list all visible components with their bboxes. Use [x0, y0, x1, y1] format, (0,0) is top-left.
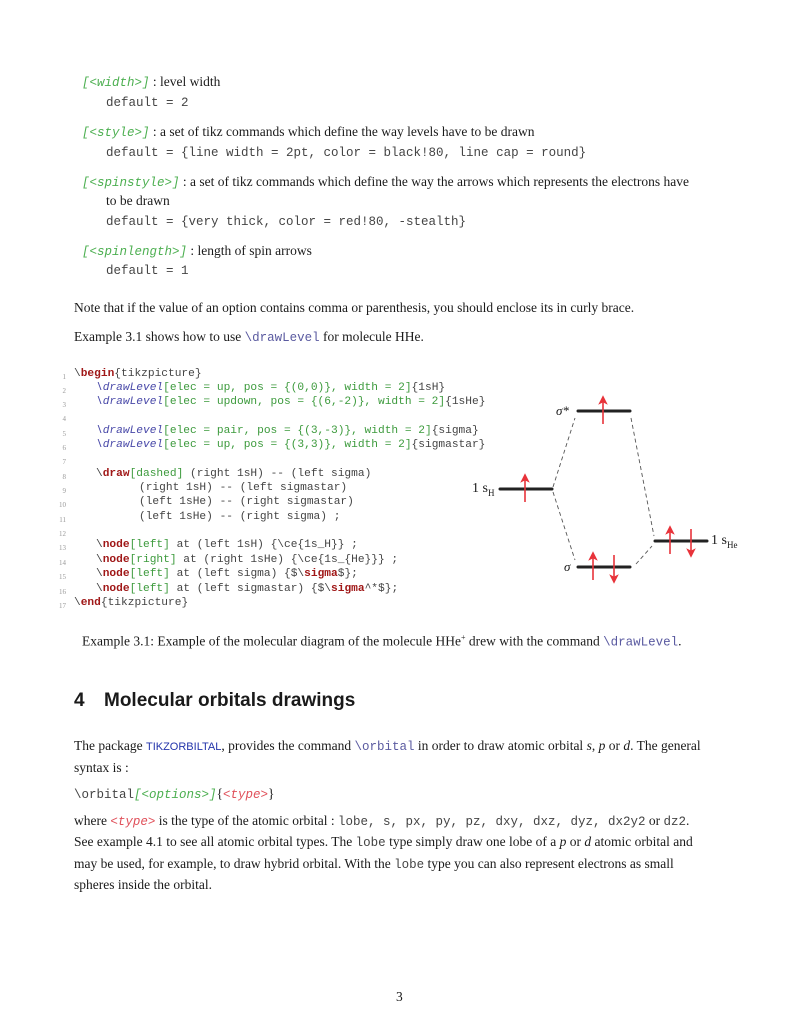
code-line: \end{tikzpicture} — [74, 597, 189, 609]
line-number: 13 — [59, 544, 66, 552]
paragraph-line: The package TIKZORBILTAL, provides the command \orbital in order to draw atomic orbital s, p or d. The general — [74, 738, 701, 754]
option-name: [<spinstyle>] — [82, 176, 180, 190]
section-number: 4 — [74, 690, 85, 711]
section-title: Molecular orbitals drawings — [104, 690, 356, 711]
code-line: \draw[dashed] (right 1sH) -- (left sigma) — [96, 468, 372, 480]
connector-1sH-sigmastar — [553, 418, 575, 487]
page-number: 3 — [396, 989, 403, 1004]
line-number: 16 — [59, 588, 66, 596]
code-line: \node[left] at (left 1sH) {\ce{1s_H}} ; — [96, 539, 358, 551]
option-desc-cont: to be drawn — [106, 193, 170, 208]
line-number: 10 — [59, 501, 66, 509]
line-number: 12 — [59, 530, 66, 538]
code-line: \drawLevel[elec = up, pos = {(0,0)}, width = 2]{1sH} — [96, 382, 446, 394]
paragraph-line: where <type> is the type of the atomic orbital : lobe, s, px, py, pz, dxy, dxz, dyz, dx2y2 or dz2. — [74, 813, 690, 829]
inline-command: \drawLevel — [244, 331, 320, 345]
line-number: 17 — [59, 602, 66, 610]
option-name: [<width>] — [82, 76, 150, 90]
paragraph-line: spheres inside the orbital. — [74, 877, 212, 892]
connector-1sHe-sigmastar — [631, 418, 654, 536]
note-paragraph: Note that if the value of an option contains comma or parenthesis, you should enclose its in curly brace. — [74, 300, 635, 315]
section-heading — [74, 690, 355, 712]
code-line: \node[left] at (left sigmastar) {$\sigma^*$}; — [96, 583, 399, 595]
label-1s-H: 1 $s_H$ — [472, 481, 495, 498]
option-desc: : length of spin arrows — [190, 243, 312, 258]
line-number: 15 — [59, 573, 66, 581]
option-desc: : level width — [152, 74, 221, 89]
line-number: 4 — [62, 415, 66, 423]
text: Example 3.1 shows how to use — [74, 329, 245, 344]
option-desc: : a set of tikz commands which define the way levels have to be drawn — [152, 124, 535, 139]
option-default: default = 1 — [106, 264, 189, 278]
line-number: 1 — [62, 373, 66, 381]
option-default: default = 2 — [106, 96, 189, 110]
paragraph-line: syntax is : — [74, 760, 129, 775]
code-line: \node[left] at (left sigma) {$\sigma$}; — [96, 568, 358, 580]
text: for molecule HHe. — [319, 329, 424, 344]
line-number: 2 — [62, 387, 66, 395]
code-line: (right 1sH) -- (left sigmastar) — [139, 482, 348, 494]
paragraph-line: may be used, for example, to draw hybrid orbital. With the lobe type you can also represent electrons as small — [74, 856, 674, 872]
code-line: (left 1sHe) -- (right sigma) ; — [139, 511, 341, 523]
syntax-line: \orbital[<options>]{<type>} — [74, 786, 275, 802]
line-number: 9 — [62, 487, 66, 495]
dashed-connectors — [553, 418, 654, 564]
example-caption: Example 3.1: Example of the molecular diagram of the molecule HHe+ drew with the command \drawLevel. — [82, 633, 682, 650]
line-number: 8 — [62, 473, 66, 481]
line-number: 14 — [59, 559, 66, 567]
option-name: [<spinlength>] — [82, 245, 188, 259]
code-line: (left 1sHe) -- (right sigmastar) — [139, 496, 354, 508]
code-line: \node[right] at (right 1sHe) {\ce{1s_{He}}} ; — [96, 554, 399, 566]
option-name: [<style>] — [82, 126, 150, 140]
label-sigma: σ — [564, 559, 571, 574]
line-number: 7 — [62, 458, 66, 466]
code-line: \drawLevel[elec = pair, pos = {(3,-3)}, width = 2]{sigma} — [96, 425, 479, 437]
code-line: \drawLevel[elec = up, pos = {(3,3)}, width = 2]{sigmastar} — [96, 439, 486, 451]
connector-1sHe-sigma — [636, 546, 652, 564]
package-name: TIKZORBILTAL — [145, 741, 222, 753]
code-line: \begin{tikzpicture} — [74, 368, 202, 380]
option-default: default = {very thick, color = red!80, -stealth} — [106, 215, 467, 229]
line-number: 11 — [59, 516, 66, 524]
line-number: 5 — [62, 430, 66, 438]
connector-1sH-sigma — [553, 492, 575, 560]
label-1s-He: 1 $s_{He}$ — [711, 533, 738, 550]
paragraph-line: See example 4.1 to see all atomic orbital types. The lobe type simply draw one lobe of a p or d atomic orbital and — [74, 834, 693, 850]
code-line: \drawLevel[elec = updown, pos = {(6,-2)}, width = 2]{1sHe} — [96, 396, 486, 408]
option-desc: : a set of tikz commands which define the way the arrows which represents the electrons have — [182, 174, 689, 189]
option-default: default = {line width = 2pt, color = black!80, line cap = round} — [106, 146, 587, 160]
line-number: 3 — [62, 401, 66, 409]
line-number: 6 — [62, 444, 66, 452]
label-sigma-star: σ* — [556, 403, 569, 418]
